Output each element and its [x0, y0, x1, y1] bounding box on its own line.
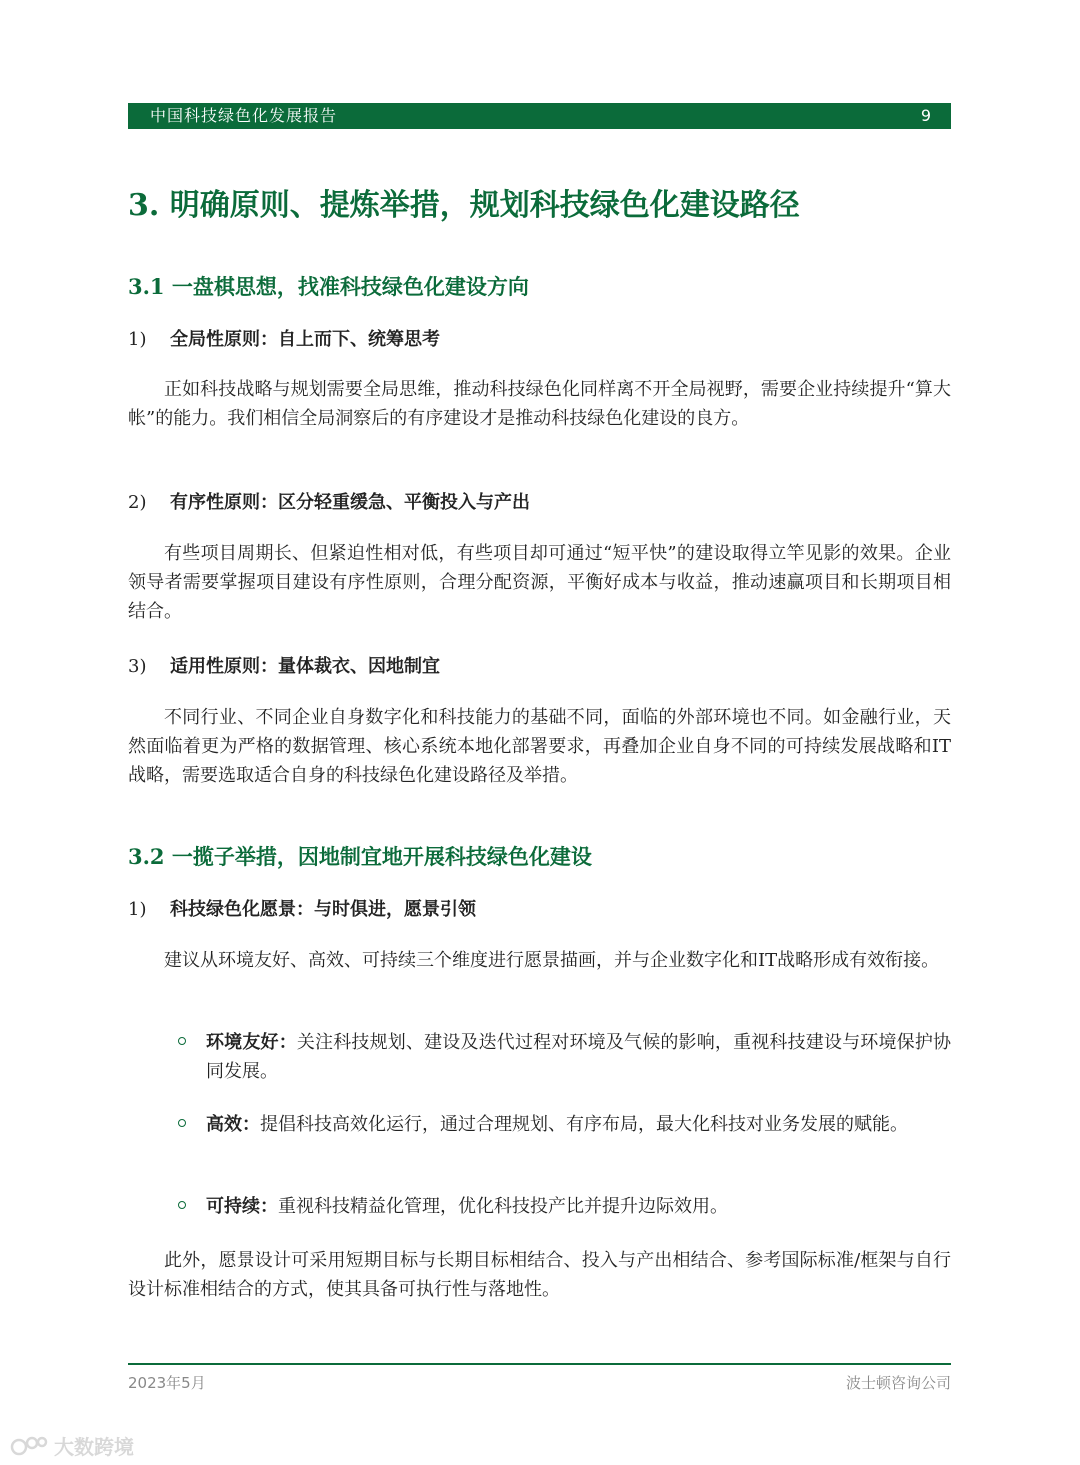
bullet-circle-icon [178, 1201, 186, 1209]
closing-paragraph: 此外，愿景设计可采用短期目标与长期目标相结合、投入与产出相结合、参考国际标准/框架与自行设计标准相结合的方式，使其具备可执行性与落地性。 [128, 1250, 951, 1300]
bullet-label: 可持续： [206, 1196, 278, 1217]
principle-2-number: 2) [128, 492, 147, 513]
principle-1-body: 正如科技战略与规划需要全局思维，推动科技绿色化同样离不开全局视野，需要企业持续提升“算大帐”的能力。我们相信全局洞察后的有序建设才是推动科技绿色化建设的良方。 [128, 379, 951, 429]
principle-2-title: 有序性原则：区分轻重缓急、平衡投入与产出 [170, 492, 530, 513]
vision-title: 科技绿色化愿景：与时俱进，愿景引领 [170, 899, 476, 920]
bullet-sustainable [206, 1192, 951, 1221]
principle-1-number: 1) [128, 329, 147, 350]
running-header [128, 103, 951, 129]
footer-company: 波士顿咨询公司 [845, 1374, 951, 1392]
vision-number: 1) [128, 899, 147, 920]
bullet-efficient [206, 1110, 951, 1139]
bullet-circle-icon [178, 1119, 186, 1127]
principle-3-heading [128, 652, 440, 678]
bullet-text: 重视科技精益化管理，优化科技投产比并提升边际效用。 [278, 1196, 728, 1217]
bullet-circle-icon [178, 1037, 186, 1045]
watermark-logo-icon [10, 1433, 50, 1459]
vision-body: 建议从环境友好、高效、可持续三个维度进行愿景描画，并与企业数字化和IT战略形成有效衔接。 [164, 950, 940, 971]
bullet-label: 高效： [206, 1114, 260, 1135]
principle-3-body: 不同行业、不同企业自身数字化和科技能力的基础不同，面临的外部环境也不同。如金融行业，天然面临着更为严格的数据管理、核心系统本地化部署要求，再叠加企业自身不同的可持续发展战略和IT战略，需要选取适合自身的科技绿色化建设路径及举措。 [128, 707, 951, 786]
section-3-heading: 3. 明确原则、提炼举措，规划科技绿色化建设路径 [128, 188, 800, 223]
watermark [10, 1431, 134, 1460]
footer-date: 2023年5月 [128, 1374, 206, 1392]
page-number: 9 [920, 106, 931, 125]
bullet-label: 环境友好： [206, 1032, 297, 1053]
principle-3-number: 3) [128, 656, 147, 677]
principle-2-heading [128, 488, 530, 514]
vision-heading [128, 895, 476, 921]
principle-1-title: 全局性原则：自上而下、统筹思考 [170, 329, 440, 350]
section-3-2-heading: 3.2 一揽子举措，因地制宜地开展科技绿色化建设 [128, 844, 592, 869]
principle-3-title: 适用性原则：量体裁衣、因地制宜 [170, 656, 440, 677]
report-title: 中国科技绿色化发展报告 [150, 106, 338, 125]
principle-2-body: 有些项目周期长、但紧迫性相对低，有些项目却可通过“短平快”的建设取得立竿见影的效果。企业领导者需要掌握项目建设有序性原则，合理分配资源，平衡好成本与收益，推动速赢项目和长期项目相结合。 [128, 543, 951, 622]
bullet-text: 关注科技规划、建设及迭代过程对环境及气候的影响，重视科技建设与环境保护协同发展。 [206, 1032, 951, 1082]
bullet-eco-friendly [206, 1028, 951, 1086]
principle-1-heading [128, 325, 440, 351]
bullet-text: 提倡科技高效化运行，通过合理规划、有序布局，最大化科技对业务发展的赋能。 [260, 1114, 908, 1135]
section-3-1-heading: 3.1 一盘棋思想，找准科技绿色化建设方向 [128, 274, 529, 299]
watermark-text: 大数跨境 [54, 1435, 134, 1459]
footer-divider [128, 1363, 951, 1365]
